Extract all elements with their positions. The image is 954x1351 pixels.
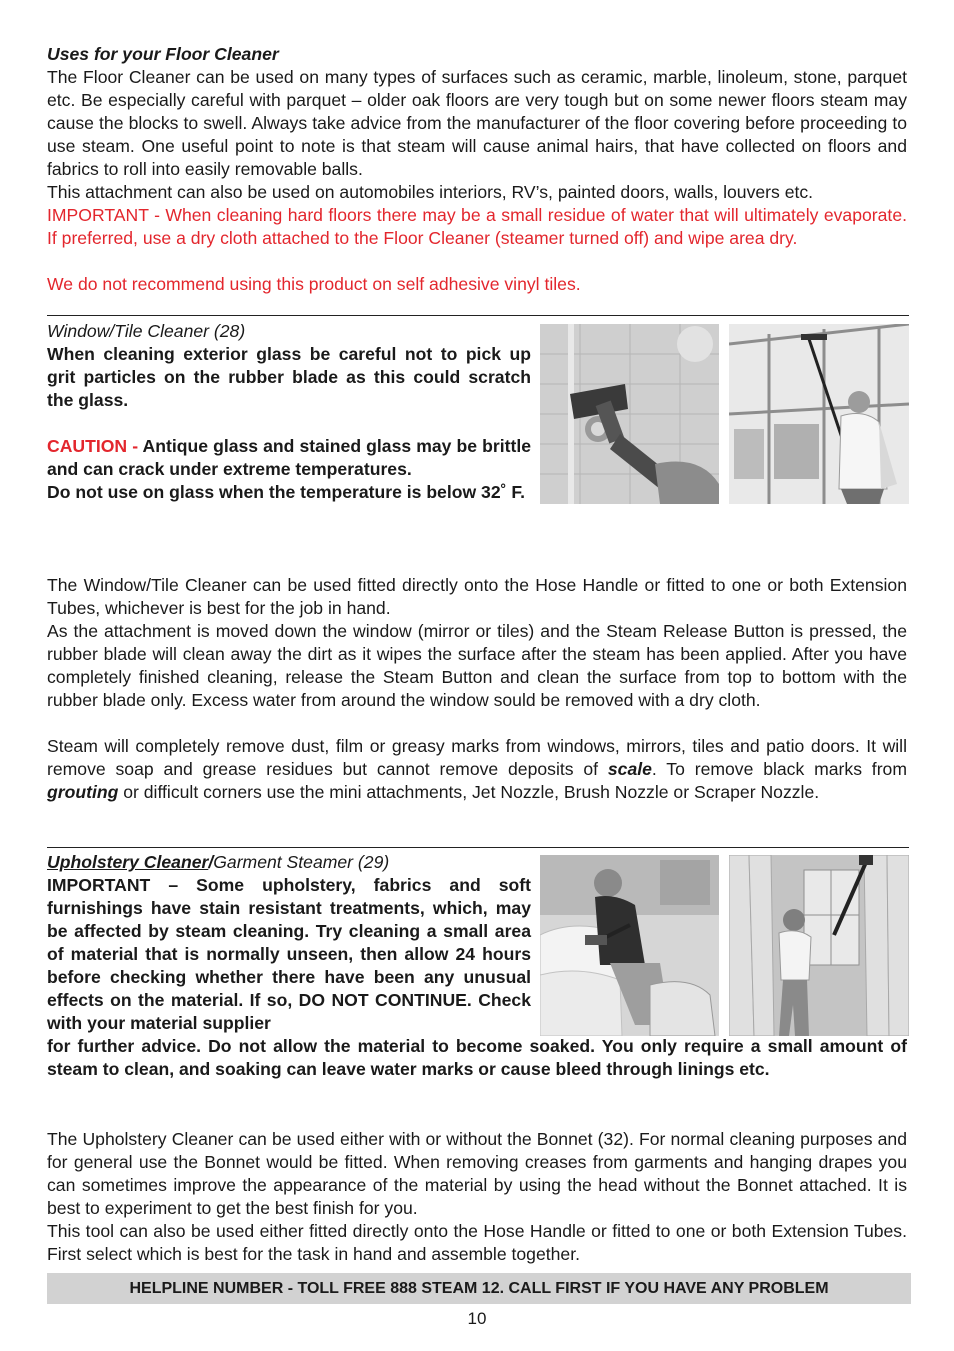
helpline-banner: HELPLINE NUMBER - TOLL FREE 888 STEAM 12. CALL FIRST IF YOU HAVE ANY PROBLEM <box>47 1273 911 1304</box>
photo-upholstery-cleaning-sofa <box>540 855 719 1036</box>
section-divider-1 <box>47 315 909 316</box>
window-grit-warning: When cleaning exterior glass be careful not to pick up grit particles on the rubber blade as this could scratch the glass. <box>47 344 531 410</box>
section-divider-2 <box>47 847 909 848</box>
page-number: 10 <box>467 1309 487 1328</box>
photo-garment-steamer-curtains <box>729 855 909 1036</box>
scale-emphasis: scale <box>607 759 652 779</box>
grouting-emphasis: grouting <box>47 782 119 802</box>
window-paragraph-2: As the attachment is moved down the window (mirror or tiles) and the Steam Release Button is pressed, the rubber blade will clean away the dirt as it wipes the surface after the steam has been applied. After you have completely finished cleaning, release the Steam Button and clean the surface from top to bottom with the rubber blade only. Excess water from around the window sould be removed with a dry cloth. <box>47 621 907 710</box>
photo-window-cleaning-conservatory <box>729 324 909 504</box>
floor-paragraph-2: This attachment can also be used on automobiles interiors, RV’s, painted doors, walls, louvers etc. <box>47 182 814 202</box>
window-p3-text-b: . To remove black marks from <box>651 759 907 779</box>
floor-paragraph-1: The Floor Cleaner can be used on many types of surfaces such as ceramic, marble, linoleum, stone, parquet etc. Be especially careful with parquet – older oak floors are very tough but on some newer floors steam may cause the blocks to swell. Always take advice from the manufacturer of the floor covering before proceeding to use steam. One useful point to note is that steam will cause animal hairs, that have collected on floors and fabrics to roll into easily removable balls. <box>47 67 907 179</box>
upholstery-heading-slash: / <box>208 852 214 872</box>
upholstery-paragraph-2: This tool can also be used either fitted directly onto the Hose Handle or fitted to one or both Extension Tubes. First select which is best for the task in hand and assemble together. <box>47 1221 907 1264</box>
photo-window-tile-cleaner-closeup <box>540 324 719 504</box>
floor-vinyl-note: We do not recommend using this product on self adhesive vinyl tiles. <box>47 274 581 294</box>
caution-text: Antique glass and stained glass may be brittle and can crack under extreme temperatures. <box>47 436 532 479</box>
upholstery-heading-main: Upholstery Cleaner <box>47 852 209 872</box>
window-paragraph-3 <box>47 735 907 804</box>
upholstery-important-part-2: for further advice. Do not allow the material to become soaked. You only require a small amount of steam to clean, and soaking can leave water marks or cause bleed through linings etc. <box>47 1036 907 1079</box>
window-heading: Window/Tile Cleaner (28) <box>47 321 246 341</box>
window-temperature-warning: Do not use on glass when the temperature is below 32˚ F. <box>47 482 526 502</box>
floor-heading: Uses for your Floor Cleaner <box>47 44 279 64</box>
window-p3-text-c: or difficult corners use the mini attachments, Jet Nozzle, Brush Nozzle or Scraper Nozzle. <box>118 782 820 802</box>
window-caution <box>47 435 531 481</box>
window-p3-text-a: Steam will completely remove dust, film or greasy marks from windows, mirrors, tiles and patio doors. It will remove soap and grease residues but cannot remove deposits of <box>47 736 907 779</box>
window-paragraph-1: The Window/Tile Cleaner can be used fitted directly onto the Hose Handle or fitted to one or both Extension Tubes, whichever is best for the job in hand. <box>47 575 907 618</box>
upholstery-paragraph-1: The Upholstery Cleaner can be used either with or without the Bonnet (32). For normal cleaning purposes and for general use the Bonnet would be fitted. When removing creases from garments and hanging drapes you can sometimes improve the appearance of the material by using the head without the Bonnet attached. It is best to experiment to get the best finish for you. <box>47 1129 907 1218</box>
caution-label: CAUTION - <box>47 436 143 456</box>
upholstery-important-part-1: IMPORTANT – Some upholstery, fabrics and soft furnishings have stain resistant treatments, which, may be affected by steam cleaning. Try cleaning a small area of material that is normally unseen, then allow 24 hours before checking whether there have been any unusual effects on the material. If so, DO NOT CONTINUE. Check with your material supplier <box>47 875 531 1033</box>
floor-important-note: IMPORTANT - When cleaning hard floors there may be a small residue of water that will ultimately evaporate. If preferred, use a dry cloth attached to the Floor Cleaner (steamer turned off) and wipe area dry. <box>47 205 907 248</box>
upholstery-heading-sub: Garment Steamer (29) <box>213 852 390 872</box>
